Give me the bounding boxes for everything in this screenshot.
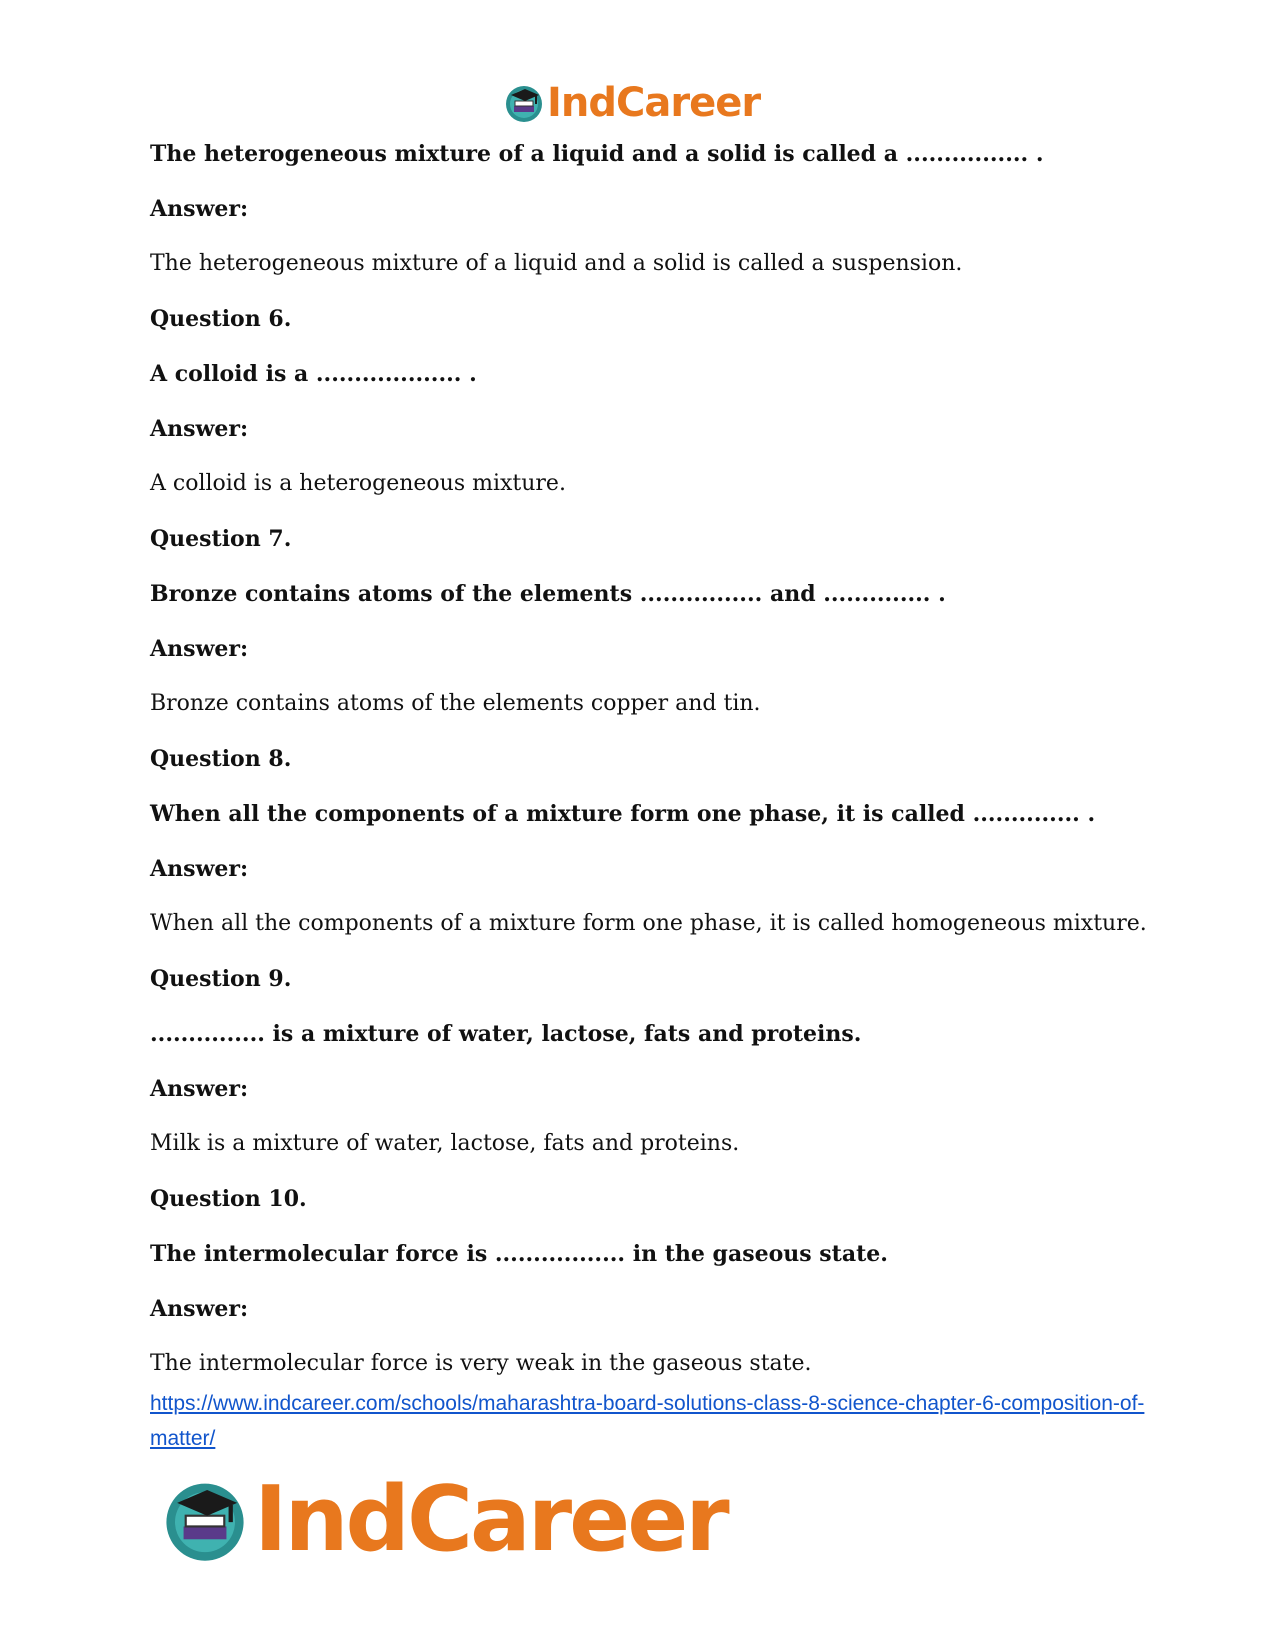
graduation-cap-books-globe-icon <box>160 1475 250 1565</box>
content-line: The heterogeneous mixture of a liquid and a solid is called a suspension. <box>150 251 963 276</box>
content-line: Bronze contains atoms of the elements copper and tin. <box>150 691 761 716</box>
content-line: Answer: <box>150 856 249 882</box>
content-line: Question 9. <box>150 966 292 992</box>
content-line: The heterogeneous mixture of a liquid and a solid is called a ................ . <box>150 141 1044 167</box>
content-line: Milk is a mixture of water, lactose, fats and proteins. <box>150 1131 740 1156</box>
content-line: Answer: <box>150 636 249 662</box>
content-line: When all the components of a mixture form one phase, it is called .............. . <box>150 801 1096 827</box>
content-line: Question 10. <box>150 1186 307 1212</box>
content-line: Bronze contains atoms of the elements ................ and .............. . <box>150 581 946 607</box>
logo-wordmark: IndCareer <box>547 80 761 126</box>
content-line: A colloid is a ................... . <box>150 361 477 387</box>
content-line: Question 6. <box>150 306 292 332</box>
content-line: When all the components of a mixture form one phase, it is called homogeneous mixture. <box>150 911 1147 936</box>
content-line: The intermolecular force is very weak in the gaseous state. <box>150 1351 812 1376</box>
logo-wordmark: IndCareer <box>254 1467 727 1572</box>
content-line: Answer: <box>150 1076 249 1102</box>
content-line: Answer: <box>150 1296 249 1322</box>
graduation-cap-books-globe-icon <box>503 82 545 124</box>
content-line: Question 7. <box>150 526 292 552</box>
content-line: A colloid is a heterogeneous mixture. <box>150 471 566 496</box>
content-line: Answer: <box>150 196 249 222</box>
footer-logo <box>160 1467 727 1572</box>
content-line: Answer: <box>150 416 249 442</box>
source-link[interactable]: https://www.indcareer.com/schools/maharashtra-board-solutions-class-8-science-chapter-6-composition-of-matter/ <box>150 1392 1145 1450</box>
qa-content <box>150 140 1150 1405</box>
content-line: Question 8. <box>150 746 292 772</box>
header-logo <box>503 80 760 126</box>
content-line: The intermolecular force is ................. in the gaseous state. <box>150 1241 888 1267</box>
content-line: ............... is a mixture of water, lactose, fats and proteins. <box>150 1021 862 1047</box>
